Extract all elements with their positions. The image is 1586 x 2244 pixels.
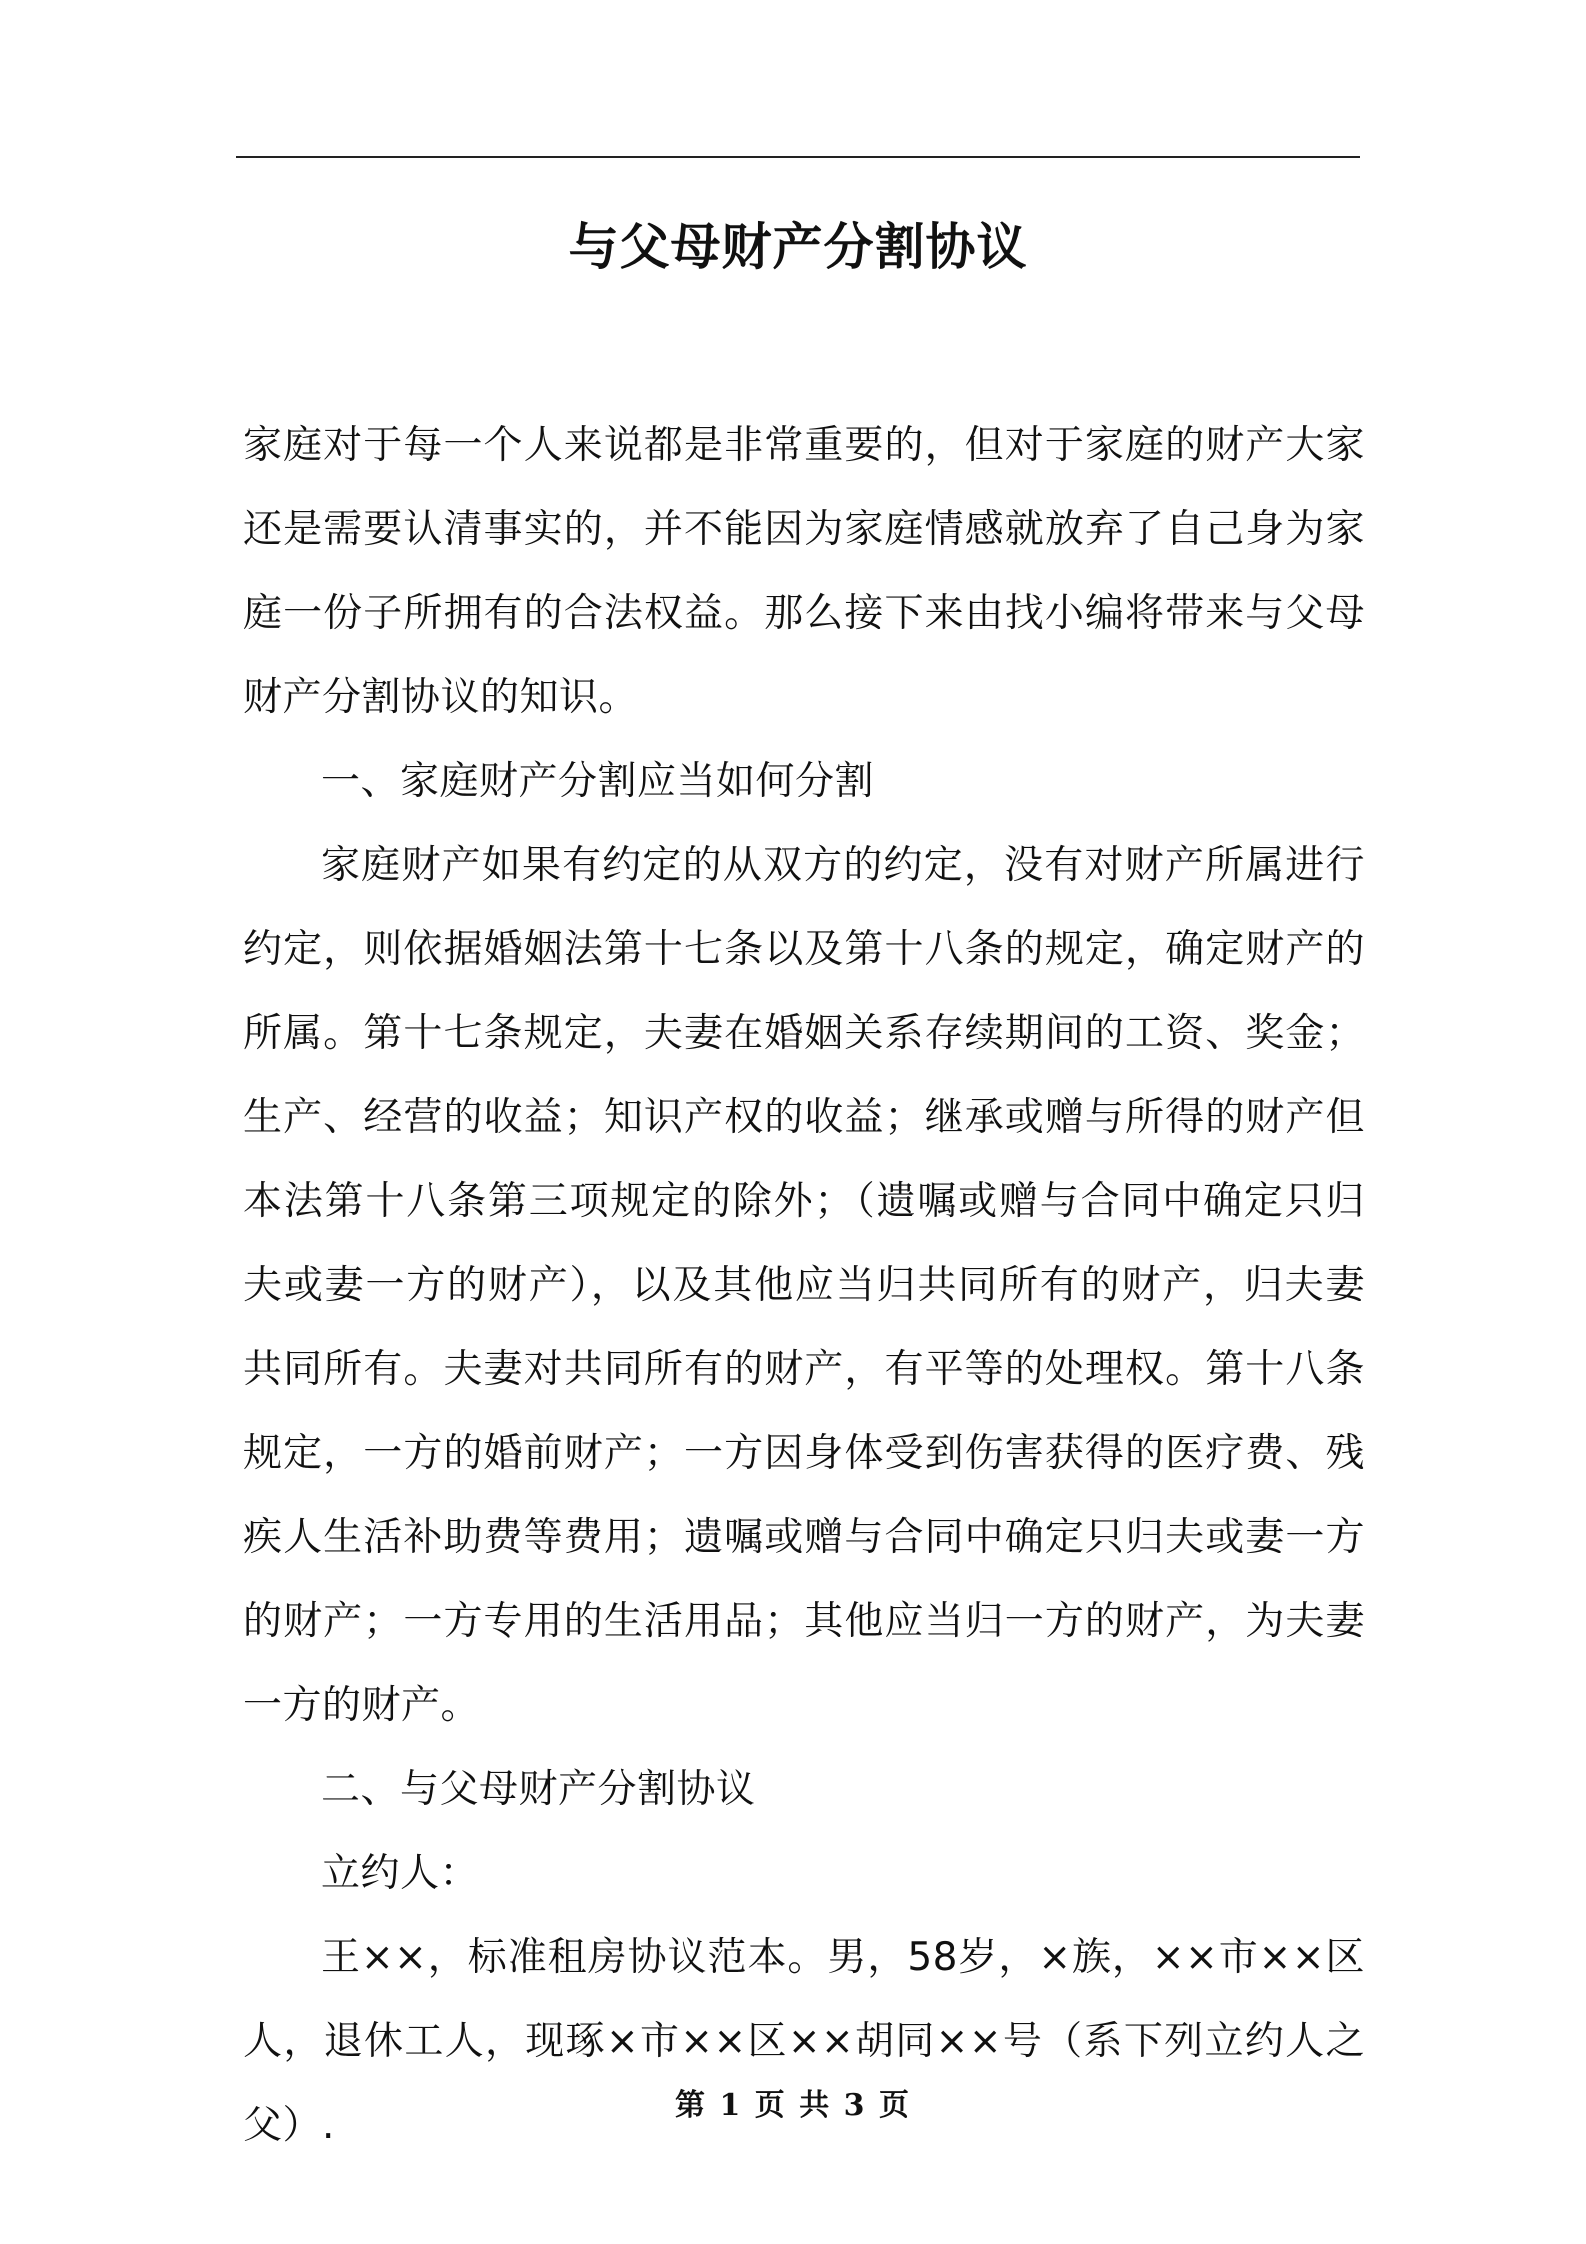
intro-paragraph: 家庭对于每一个人来说都是非常重要的，但对于家庭的财产大家还是需要认清事实的，并不能因为家庭情感就放弃了自己身为家庭一份子所拥有的合法权益。那么接下来由找小编将带来与父母财产分割协议的知识。	[243, 423, 1365, 720]
party-label: 立约人：	[321, 1851, 480, 1896]
document-title: 与父母财产分割协议	[568, 218, 1028, 276]
document-body	[243, 404, 1365, 2168]
header-rule	[236, 156, 1360, 158]
section-heading-2: 二、与父母财产分割协议	[321, 1767, 756, 1812]
page-footer: 第 1 页 共 3 页	[675, 2088, 911, 2123]
section-paragraph-1: 家庭财产如果有约定的从双方的约定，没有对财产所属进行约定，则依据婚姻法第十七条以及第十八条的规定，确定财产的所属。第十七条规定，夫妻在婚姻关系存续期间的工资、奖金；生产、经营的收益；知识产权的收益；继承或赠与所得的财产但本法第十八条第三项规定的除外；（遗嘱或赠与合同中确定只归夫或妻一方的财产），以及其他应当归共同所有的财产，归夫妻共同所有。夫妻对共同所有的财产，有平等的处理权。第十八条规定，一方的婚前财产；一方因身体受到伤害获得的医疗费、残疾人生活补助费等费用；遗嘱或赠与合同中确定只归夫或妻一方的财产；一方专用的生活用品；其他应当归一方的财产，为夫妻一方的财产。	[243, 843, 1365, 1728]
section-heading-1: 一、家庭财产分割应当如何分割	[321, 759, 875, 804]
party-description: 王××，标准租房协议范本。男，58岁，×族，××市××区人，退休工人，现琢×市××区××胡同××号（系下列立约人之父）.	[243, 1935, 1365, 2148]
